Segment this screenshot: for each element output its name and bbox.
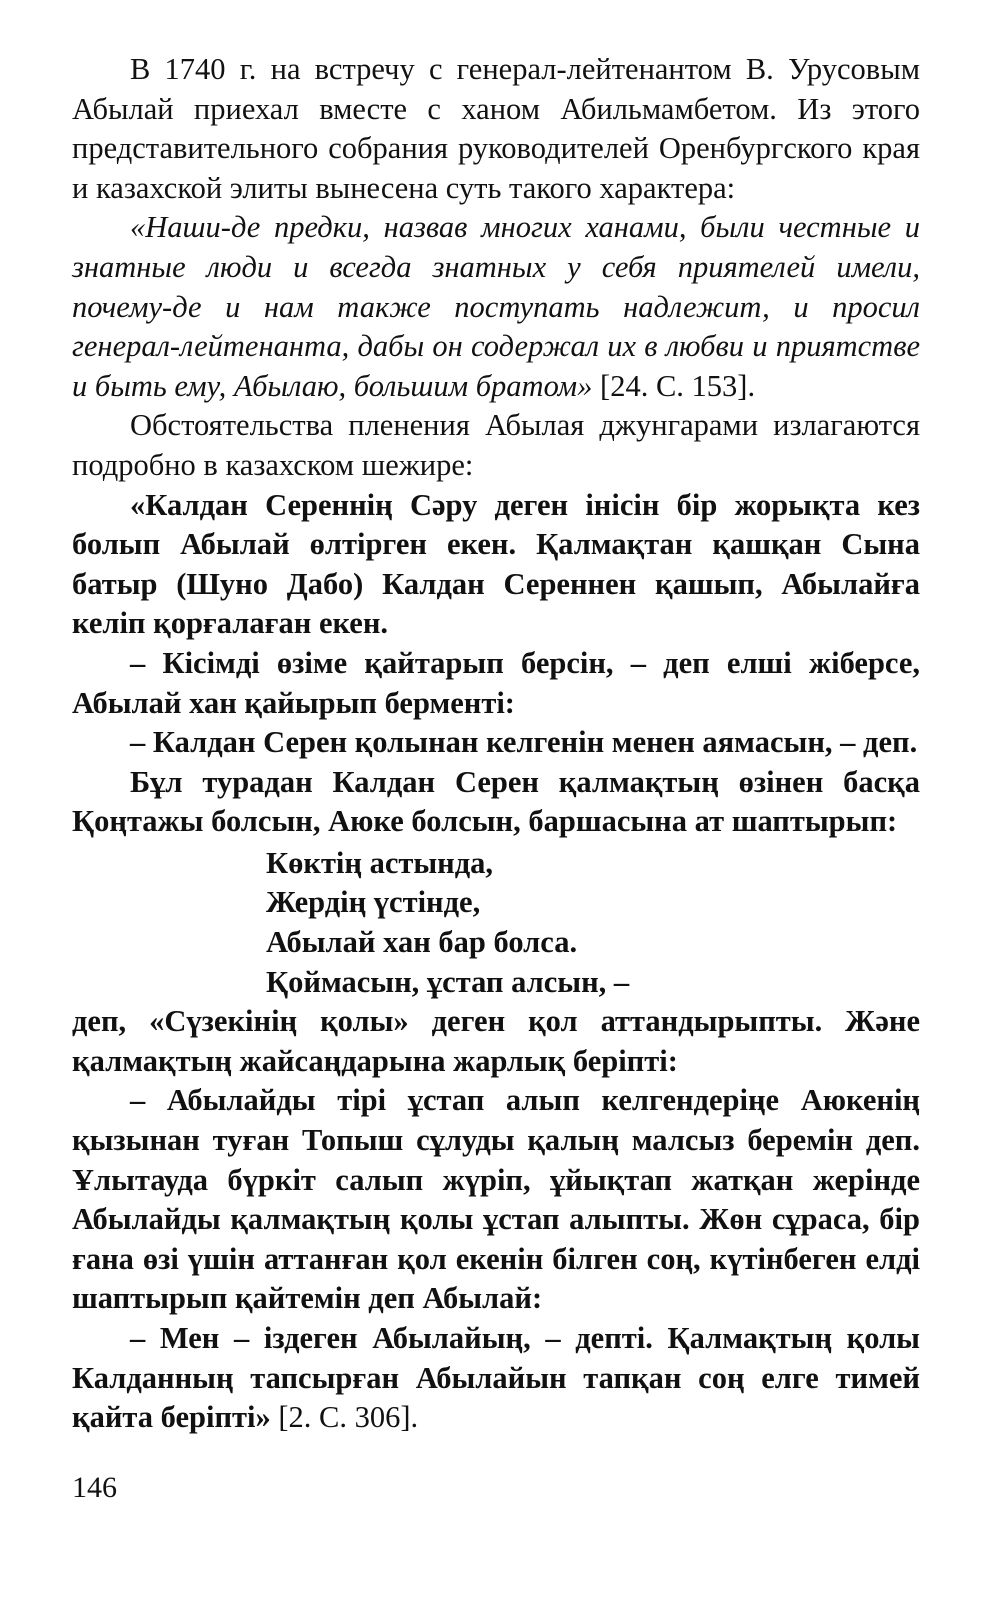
paragraph-shezhire-5: деп, «Сүзекінің қолы» деген қол аттандырыпты. Және қалмақтың жайсаңдарына жарлық беріпті: bbox=[72, 1004, 920, 1078]
paragraph-shezhire-7 bbox=[72, 1319, 920, 1438]
paragraph-captivity-intro: Обстоятельства пленения Абылая джунгарами излагаются подробно в казахском шежире: bbox=[72, 408, 920, 482]
paragraph-shezhire-2: – Кісімді өзіме қайтарып берсін, – деп елші жіберсе, Абылай хан қайырып берменті: bbox=[72, 645, 920, 720]
verse-line: Жердің үстінде, bbox=[266, 885, 481, 920]
verse-block bbox=[72, 844, 920, 1002]
document-page bbox=[72, 50, 920, 1438]
paragraph-quote-russian bbox=[72, 208, 920, 406]
paragraph-shezhire-3: – Калдан Серен қолынан келгенін менен аямасын, – деп. bbox=[130, 725, 918, 760]
verse-line: Абылай хан бар болса. bbox=[266, 925, 578, 960]
verse-line: Көктің астында, bbox=[266, 845, 494, 880]
verse-line: Қоймасын, ұстап алсын, – bbox=[266, 964, 630, 999]
paragraph-shezhire-1: «Калдан Сереннің Сәру деген інісін бір жорықта кез болып Абылай өлтірген екен. Қалмақтан қашқан Сына батыр (Шуно Дабо) Калдан Сереннен қашып, Абылайға келіп қорғалаған екен. bbox=[72, 487, 920, 641]
italic-quote: «Наши-де предки, назвав многих ханами, были честные и знатные люди и всегда знатных у себя приятелей имели, почему-де и нам также поступать надлежит, и просил генерал-лейтенанта, дабы он содержал их в любви и приятстве и быть ему, Абылаю, большим братом» bbox=[72, 210, 920, 403]
citation-ref: [2. С. 306]. bbox=[270, 1400, 419, 1435]
paragraph-urusov-meeting: В 1740 г. на встречу с генерал-лейтенантом В. Урусовым Абылай приехал вместе с ханом Абильмамбетом. Из этого представительного собрания руководителей Оренбургского края и казахской элиты вынесена суть такого характера: bbox=[72, 52, 920, 205]
bold-quote-end: – Мен – іздеген Абылайың, – депті. Қалмақтың қолы Калданның тапсырған Абылайын тапқан соң елге тимей қайта беріпті» bbox=[72, 1321, 920, 1435]
citation-ref: [24. С. 153]. bbox=[592, 368, 756, 403]
page-number: 146 bbox=[72, 1471, 117, 1504]
paragraph-shezhire-4: Бұл турадан Калдан Серен қалмақтың өзінен басқа Қоңтажы болсын, Аюке болсын, баршасына ат шаптырып: bbox=[72, 764, 920, 839]
paragraph-shezhire-6: – Абылайды тірі ұстап алып келгендеріңе Аюкенің қызынан туған Топыш сұлуды қалың малсыз беремін деп. Ұлытауда бүркіт салып жүріп, ұйықтап жатқан жерінде Абылайды қалмақтың қолы ұстап алыпты. Жөн сұраса, бір ғана өзі үшін аттанған қол екенін білген соң, күтінбеген елді шаптырып қайтемін деп Абылай: bbox=[72, 1083, 920, 1316]
